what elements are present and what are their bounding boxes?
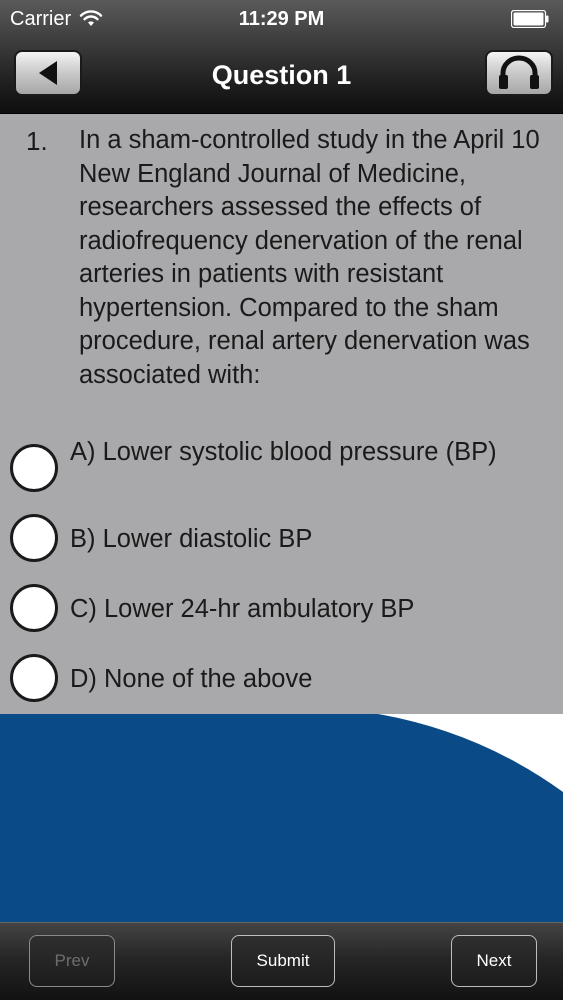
option-b-radio[interactable] [10,514,58,562]
question-panel [0,114,563,714]
status-time: 11:29 PM [238,8,325,30]
background-graphic [0,714,563,922]
option-c-radio[interactable] [10,584,58,632]
headphones-icon [497,55,541,91]
page-title: Question 1 [211,60,352,90]
prev-button[interactable]: Prev [29,935,115,987]
question-number: 1. [26,126,48,156]
option-b-label[interactable]: B) Lower diastolic BP [70,525,313,553]
option-a-radio[interactable] [10,444,58,492]
option-d-label[interactable]: D) None of the above [70,665,313,693]
battery-icon [511,10,549,28]
back-button[interactable] [14,50,82,96]
status-bar [0,0,563,38]
top-bar [0,0,563,114]
submit-button[interactable]: Submit [231,935,335,987]
carrier-label: Carrier [10,8,72,30]
option-d-radio[interactable] [10,654,58,702]
next-button[interactable]: Next [451,935,537,987]
option-a-label[interactable]: A) Lower systolic blood pressure (BP) [70,438,497,466]
bottom-toolbar [0,922,563,1000]
back-arrow-icon [35,59,61,87]
audio-button[interactable] [485,50,553,96]
option-c-label[interactable]: C) Lower 24-hr ambulatory BP [70,595,415,623]
nav-bar [0,38,563,113]
question-text: In a sham-controlled study in the April 10 New England Journal of Medicine, researchers assessed the effects of radiofrequency denervation of the renal arteries in patients with resistant hypertension. Compared to the sham procedure, renal artery denervation was associated with: [79,126,540,389]
